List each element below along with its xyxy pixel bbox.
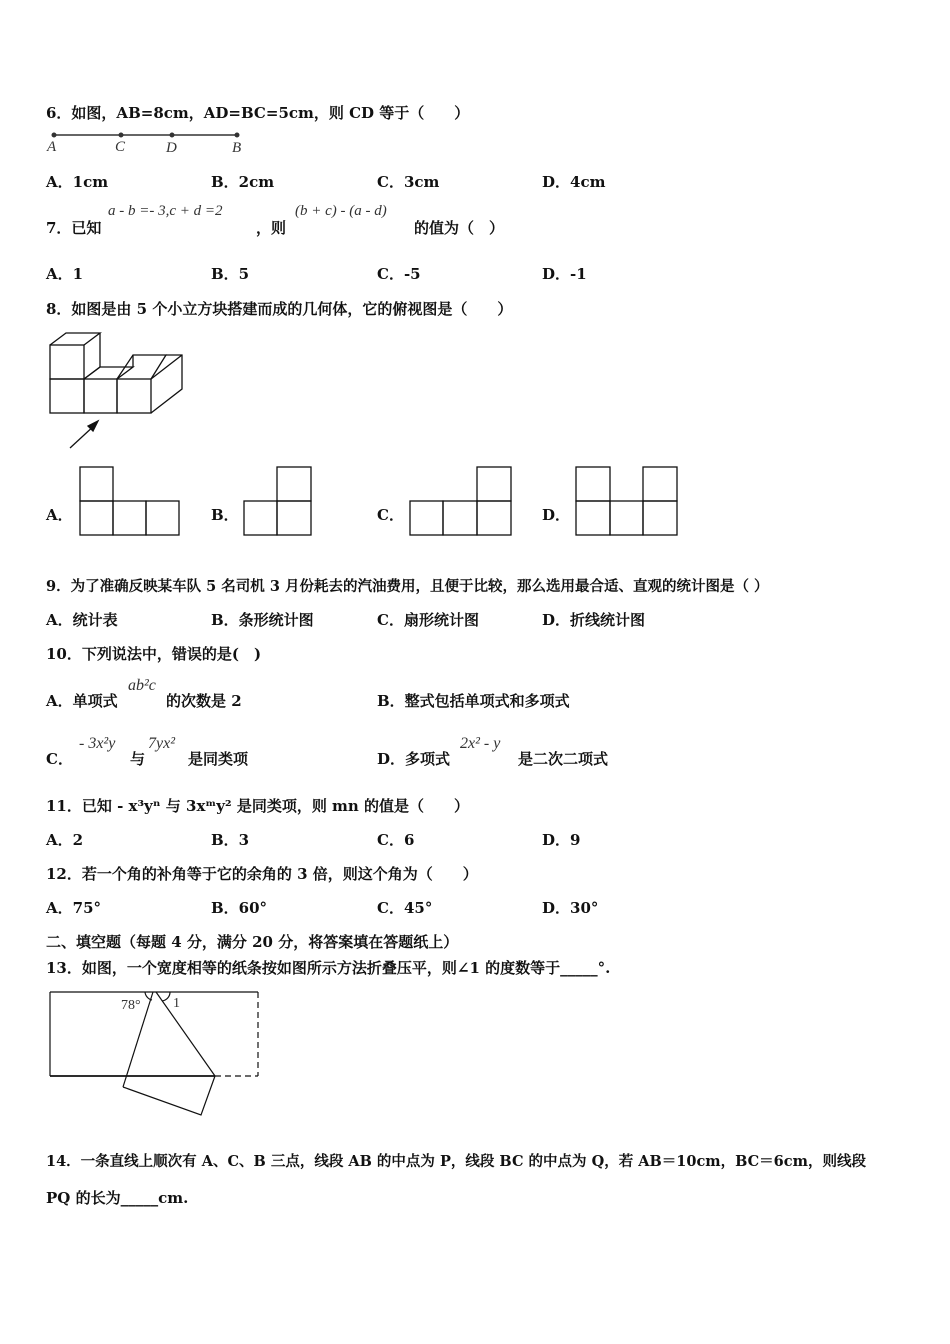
q10-c-post: 是同类项 — [188, 750, 249, 768]
q13-stem: 13．如图，一个宽度相等的纸条按如图所示方法折叠压平，则∠1 的度数等于_____°. — [46, 959, 611, 977]
q7-option-a: A．1 — [46, 265, 84, 283]
q7-formula-2: (b + c) - (a - d) — [295, 203, 387, 219]
q10-c-mid: 与 — [130, 750, 146, 768]
q10-a-post: 的次数是 2 — [166, 692, 242, 710]
q7-post: 的值为（ ） — [414, 219, 505, 237]
q10-d-pre: D．多项式 — [377, 750, 451, 768]
q7-pre: 7．已知 — [46, 219, 102, 237]
q8-option-a: A． — [46, 506, 73, 524]
section-2-heading: 二、填空题（每题 4 分，满分 20 分，将答案填在答题纸上） — [46, 933, 459, 951]
q9-option-b: B．条形统计图 — [211, 611, 314, 629]
q8-option-b: B． — [211, 506, 239, 524]
q12-option-a: A．75° — [46, 899, 102, 917]
q9-stem: 9．为了准确反映某车队 5 名司机 3 月份耗去的汽油费用，且便于比较，那么选用最合适、直观的统计图是（ ） — [46, 578, 769, 595]
q12-stem: 12．若一个角的补角等于它的余角的 3 倍，则这个角为（ ） — [46, 865, 478, 883]
q6-option-b: B．2cm — [211, 173, 275, 191]
q7-mid: ，则 — [256, 219, 287, 237]
q8-option-d: D． — [542, 506, 571, 524]
q11-option-a: A．2 — [46, 831, 84, 849]
q10-option-b: B．整式包括单项式和多项式 — [377, 692, 570, 710]
q6-option-d: D．4cm — [542, 173, 606, 191]
q6-option-c: C．3cm — [377, 173, 440, 191]
q8-stem: 8．如图是由 5 个小立方块搭建而成的几何体，它的俯视图是（ ） — [46, 300, 513, 318]
q11-option-b: B．3 — [211, 831, 250, 849]
q10-stem: 10．下列说法中，错误的是( ) — [46, 645, 262, 663]
q13-angle-1-label: 1 — [173, 996, 180, 1011]
q13-angle-78-label: 78° — [121, 998, 141, 1013]
q12-option-d: D．30° — [542, 899, 599, 917]
q12-option-c: C．45° — [377, 899, 433, 917]
q12-option-b: B．60° — [211, 899, 268, 917]
q11-stem: 11．已知 - x³yⁿ 与 3xᵐy² 是同类项，则 mn 的值是（ ） — [46, 797, 470, 815]
q9-option-a: A．统计表 — [46, 611, 118, 629]
q6-option-a: A．1cm — [46, 173, 109, 191]
q9-option-d: D．折线统计图 — [542, 611, 646, 629]
q10-c-pre: C． — [46, 750, 73, 768]
q7-formula-1: a - b =- 3,c + d =2 — [108, 203, 223, 219]
q8-option-c: C． — [377, 506, 404, 524]
q13-folded-strip-figure — [50, 992, 258, 1115]
q10-c-formula-1: - 3x²y — [79, 735, 116, 752]
point-label: B — [232, 140, 242, 156]
q10-c-formula-2: 7yx² — [148, 735, 175, 752]
q7-option-b: B．5 — [211, 265, 250, 283]
q11-option-c: C．6 — [377, 831, 415, 849]
q6-line-diagram — [52, 133, 239, 137]
q7-option-d: D．-1 — [542, 265, 587, 283]
q10-a-pre: A．单项式 — [46, 692, 118, 710]
q11-option-d: D．9 — [542, 831, 581, 849]
q10-d-formula: 2x² - y — [460, 735, 501, 752]
q14-line-1: 14．一条直线上顺次有 A、C、B 三点，线段 AB 的中点为 P，线段 BC 的中点为 Q，若 AB＝10cm，BC＝6cm，则线段 — [46, 1153, 866, 1170]
q14-line-2: PQ 的长为_____cm. — [46, 1189, 189, 1207]
point-label: C — [115, 139, 126, 155]
q10-d-post: 是二次二项式 — [518, 750, 609, 768]
q6-stem: 6．如图，AB=8cm，AD=BC=5cm，则 CD 等于（ ） — [46, 104, 470, 122]
q7-option-c: C．-5 — [377, 265, 421, 283]
q10-a-formula: ab²c — [128, 677, 156, 694]
q9-option-c: C．扇形统计图 — [377, 611, 479, 629]
q8-cubes-figure — [50, 333, 182, 448]
point-label: D — [166, 140, 177, 156]
point-label: A — [47, 139, 57, 155]
